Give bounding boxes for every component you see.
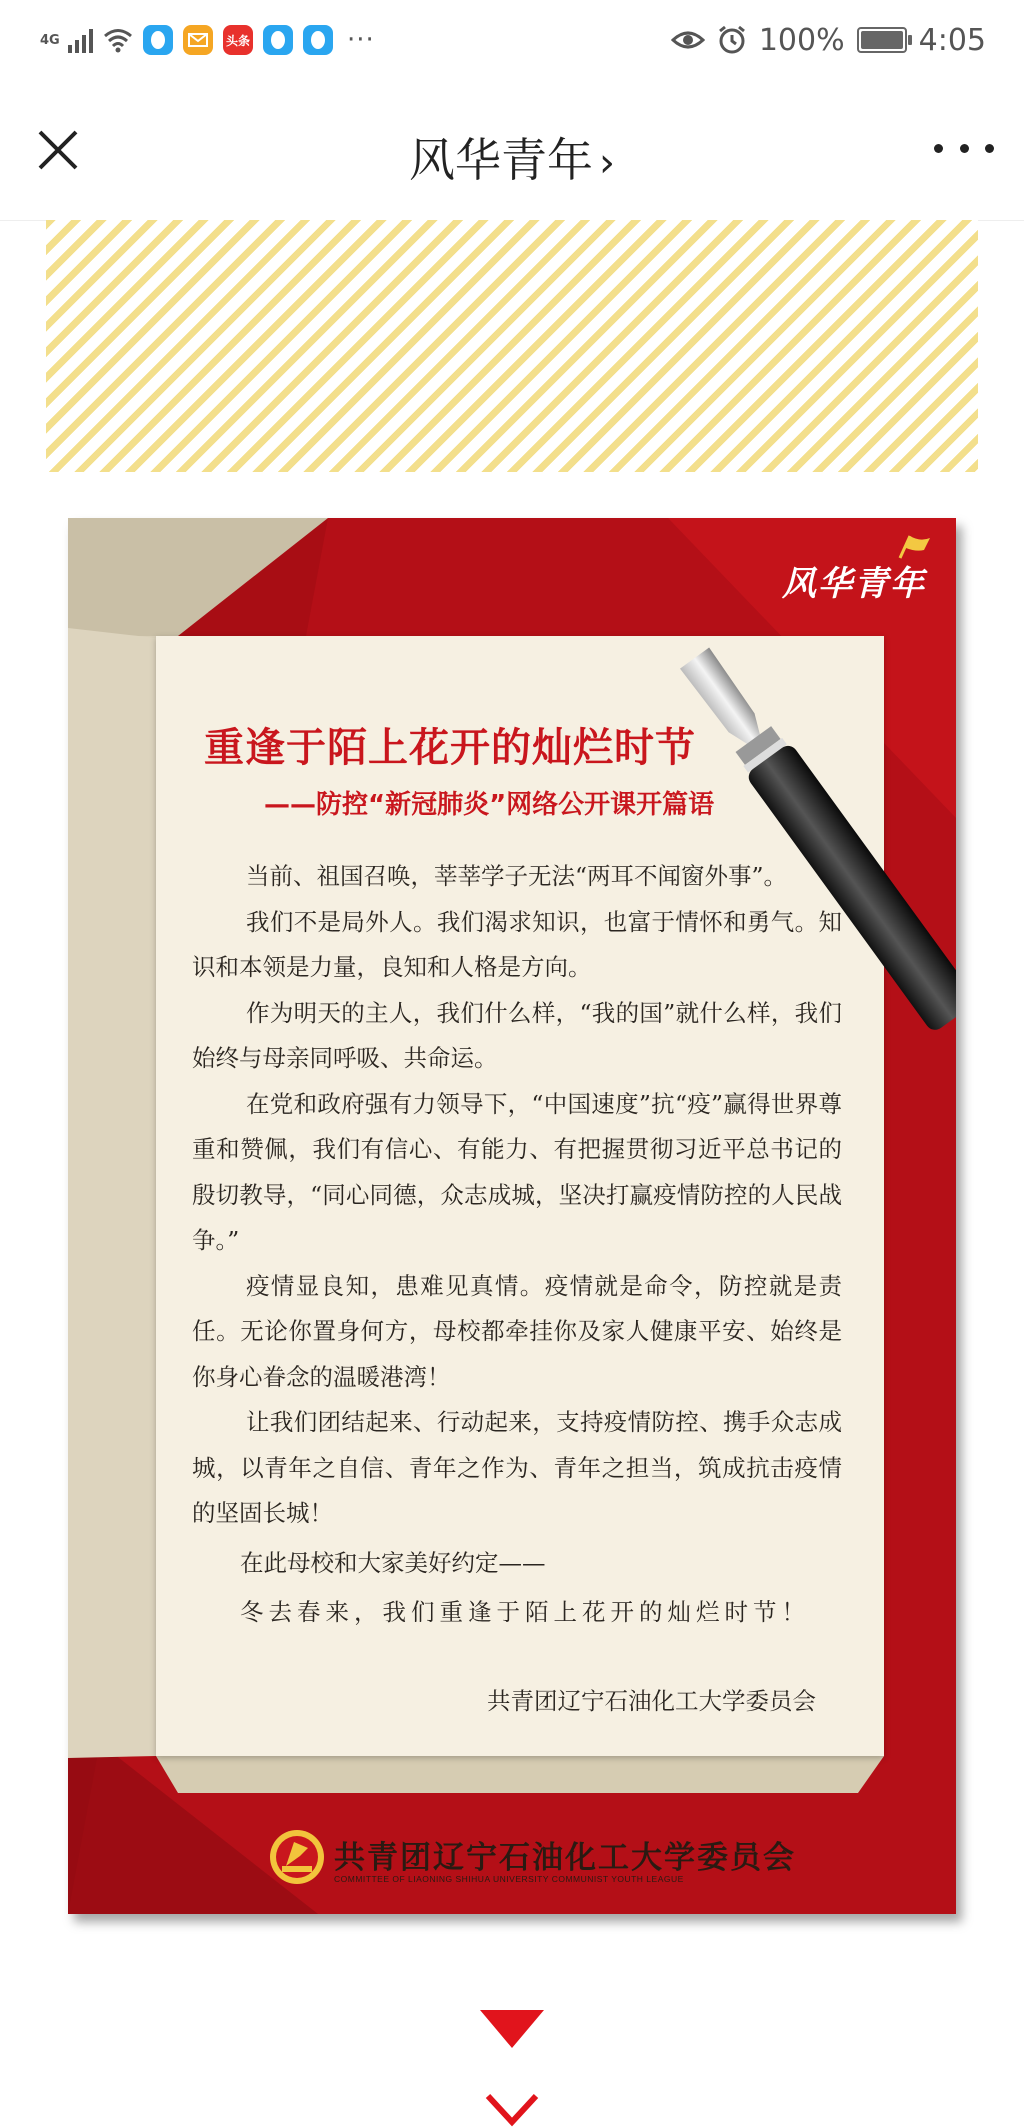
flag-icon	[896, 534, 932, 560]
more-dot-icon	[934, 144, 943, 153]
poster-logo	[782, 556, 926, 605]
poster-subtitle: ——防控“新冠肺炎”网络公开课开篇语	[264, 790, 715, 820]
status-right	[671, 18, 986, 62]
eye-icon	[671, 28, 705, 52]
poster-image[interactable]	[68, 518, 956, 1914]
letter-closing: 冬去春来，我们重逢于陌上花开的灿烂时节！	[240, 1598, 810, 1626]
letter-paragraph: 在此母校和大家美好约定——	[240, 1548, 546, 1577]
chevron-down-icon[interactable]	[484, 2092, 540, 2127]
chevron-right-icon: ›	[599, 140, 615, 186]
alarm-icon	[717, 25, 747, 55]
letter-paragraph: 我们不是局外人。我们渴求知识，也富于情怀和勇气。知识和本领是力量，良知和人格是方向。	[192, 907, 842, 981]
letter-body	[192, 854, 842, 1636]
page-title-text: 风华青年	[409, 133, 593, 187]
nav-bar	[0, 80, 1024, 221]
qq-icon	[303, 25, 333, 55]
battery-percent: 100%	[758, 22, 845, 58]
toutiao-icon: 头条	[223, 25, 253, 55]
letter-paragraph: 疫情显良知，患难见真情。疫情就是命令，防控就是责任。无论你置身何方，母校都牵挂你及家人健康平安、始终是你身心眷念的温暖港湾！	[192, 1271, 842, 1391]
qq-icon	[263, 25, 293, 55]
triangle-down-icon	[480, 2010, 544, 2050]
poster-title: 重逢于陌上花开的灿烂时节	[204, 725, 696, 771]
more-button[interactable]	[934, 128, 994, 168]
more-dot-icon	[960, 144, 969, 153]
qq-icon	[143, 25, 173, 55]
striped-banner	[46, 220, 978, 472]
footer-organization	[268, 1828, 828, 1898]
clock-time: 4:05	[918, 22, 986, 58]
letter-paragraph: 让我们团结起来、行动起来，支持疫情防控、携手众志成城，以青年之自信、青年之作为、青年之担当，筑成抗击疫情的坚固长城！	[192, 1408, 842, 1527]
poster-logo-text: 风华青年	[782, 564, 926, 604]
network-type: 4G	[40, 32, 60, 48]
letter-paragraph: 在党和政府强有力领导下，“中国速度”抗“疫”赢得世界尊重和赞佩，我们有信心、有能力、有把握贯彻习近平总书记的殷切教导，“同心同德，众志成城，坚决打赢疫情防控的人民战争。”	[192, 1089, 842, 1254]
letter-paragraph: 当前、祖国召唤，莘莘学子无法“两耳不闻窗外事”。	[246, 862, 788, 890]
more-notifications-icon: ···	[347, 25, 375, 55]
youth-league-emblem-icon	[268, 1828, 326, 1886]
mail-icon	[183, 25, 213, 55]
status-bar	[0, 0, 1024, 80]
footer-org-name: 共青团辽宁石油化工大学委员会	[334, 1840, 796, 1876]
signal-icon	[68, 27, 93, 53]
wifi-icon	[103, 27, 133, 53]
page-title[interactable]	[0, 124, 1024, 190]
battery-icon	[857, 27, 907, 53]
letter-paragraph: 作为明天的主人，我们什么样，“我的国”就什么样，我们始终与母亲同呼吸、共命运。	[192, 998, 842, 1072]
letter-signature: 共青团辽宁石油化工大学委员会	[487, 1687, 816, 1715]
more-dot-icon	[985, 144, 994, 153]
status-left	[40, 18, 375, 62]
footer-org-name-en: COMMITTEE OF LIAONING SHIHUA UNIVERSITY COMMUNIST YOUTH LEAGUE	[334, 1874, 684, 1884]
